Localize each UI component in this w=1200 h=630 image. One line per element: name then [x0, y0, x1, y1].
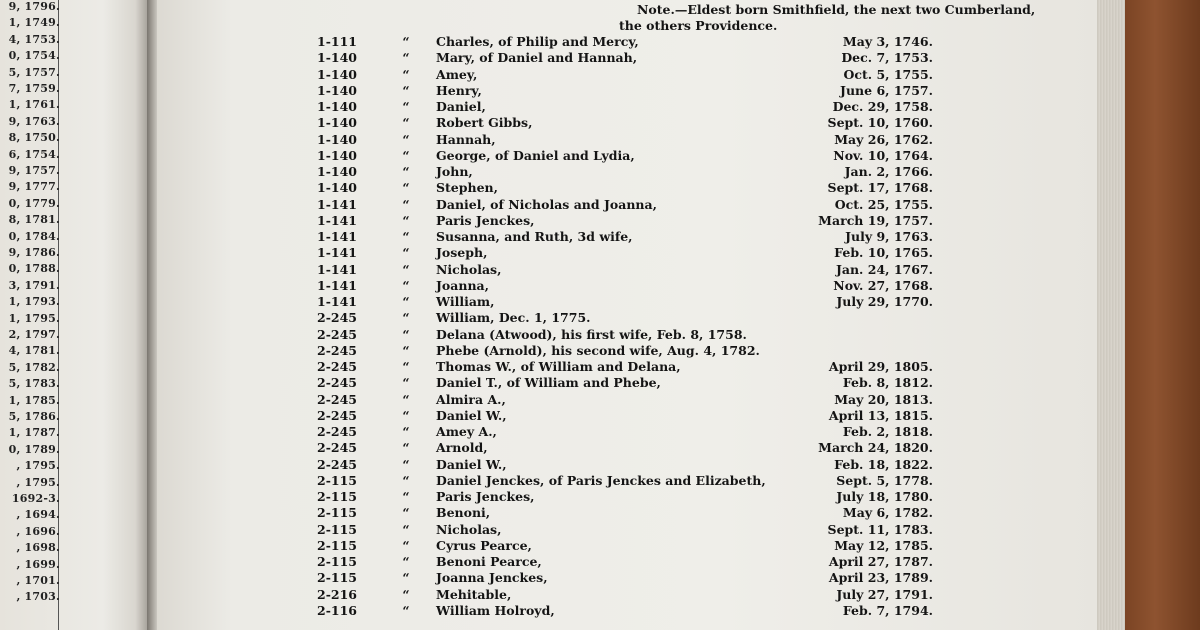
person-name: Charles, of Philip and Mercy, [436, 34, 639, 49]
person-name: William, Dec. 1, 1775. [436, 310, 591, 326]
person-name: William Holroyd, [436, 602, 555, 618]
left-page-fragment: 9, 1763. [8, 114, 60, 128]
table-row [157, 50, 1097, 66]
left-page-fragment: , 1698. [16, 541, 60, 555]
person-name: Henry, [436, 82, 482, 98]
ditto-mark: “ [402, 440, 410, 456]
birth-date: Oct. 5, 1755. [843, 66, 933, 82]
birth-date: April 27, 1787. [828, 554, 933, 569]
table-row [157, 392, 1097, 408]
left-page-fragment: , 1696. [16, 524, 60, 538]
birth-date: Feb. 7, 1794. [842, 602, 933, 618]
left-page-fragment: 5, 1786. [8, 410, 60, 423]
left-page-fragment: 8, 1781. [8, 213, 60, 227]
page-edges [1097, 0, 1125, 630]
record-ref: 1-140 [317, 82, 357, 98]
birth-date: Jan. 24, 1767. [835, 261, 933, 277]
ditto-mark: “ [402, 570, 410, 586]
birth-date: Oct. 25, 1755. [834, 196, 933, 212]
birth-date: April 23, 1789. [828, 570, 933, 586]
record-ref: 1-141 [317, 196, 357, 212]
record-ref: 2-216 [317, 586, 357, 602]
person-name: Robert Gibbs, [436, 115, 533, 131]
table-row [157, 408, 1097, 424]
ditto-mark: “ [402, 294, 410, 309]
table-row [157, 489, 1097, 505]
right-page [157, 0, 1097, 630]
table-row [157, 197, 1097, 213]
birth-date: May 26, 1762. [834, 131, 933, 147]
person-name: George, of Daniel and Lydia, [436, 147, 635, 163]
person-name: Amey, [436, 66, 478, 82]
birth-date: Feb. 8, 1812. [842, 375, 933, 391]
person-name: Joanna, [436, 277, 489, 293]
record-ref: 1-141 [317, 277, 357, 293]
ditto-mark: “ [402, 537, 410, 553]
record-ref: 1-140 [317, 180, 357, 196]
person-name: William, [436, 294, 495, 309]
record-ref: 1-141 [317, 229, 357, 244]
table-row [157, 132, 1097, 148]
left-page-fragment: 9, 1786. [8, 246, 60, 259]
left-page-fragment: 5, 1783. [8, 377, 60, 391]
person-name: Arnold, [436, 440, 488, 456]
table-row [157, 278, 1097, 294]
left-page-fragment: 1, 1787. [8, 426, 60, 440]
person-name: Daniel W., [436, 407, 507, 423]
table-row [157, 440, 1097, 456]
person-name: Joanna Jenckes, [436, 570, 548, 586]
birth-date: July 18, 1780. [836, 489, 933, 504]
book-cover [1125, 0, 1200, 630]
table-row [157, 359, 1097, 375]
birth-date: Nov. 10, 1764. [833, 147, 933, 163]
person-name: Daniel T., of William and Phebe, [436, 375, 661, 391]
table-row [157, 180, 1097, 196]
table-row [157, 229, 1097, 245]
left-page [0, 0, 147, 630]
left-page-fragment: 2, 1797. [8, 328, 60, 341]
left-page-fragment: 9, 1777. [8, 180, 60, 194]
person-name: Paris Jenckes, [436, 212, 535, 228]
ditto-mark: “ [402, 326, 410, 342]
person-name: Benoni Pearce, [436, 554, 542, 569]
record-ref: 2-245 [317, 342, 357, 358]
table-row [157, 457, 1097, 473]
ditto-mark: “ [402, 424, 410, 439]
person-name: Paris Jenckes, [436, 489, 535, 504]
person-name: Cyrus Pearce, [436, 537, 532, 553]
ditto-mark: “ [402, 34, 410, 49]
ditto-mark: “ [402, 521, 410, 537]
birth-date: Jan. 2, 1766. [844, 164, 933, 179]
ditto-mark: “ [402, 66, 410, 82]
record-ref: 1-141 [317, 245, 357, 261]
ditto-mark: “ [402, 554, 410, 569]
left-page-fragment: , 1701. [16, 574, 60, 587]
ditto-mark: “ [402, 180, 410, 196]
ditto-mark: “ [402, 131, 410, 147]
note-line-2: the others Providence. [619, 18, 778, 33]
person-name: Daniel, of Nicholas and Joanna, [436, 196, 657, 212]
ditto-mark: “ [402, 229, 410, 244]
person-name: John, [436, 164, 473, 179]
person-name: Nicholas, [436, 261, 502, 277]
record-ref: 1-140 [317, 115, 357, 131]
birth-date: May 20, 1813. [834, 391, 933, 407]
record-ref: 2-245 [317, 407, 357, 423]
record-ref: 1-140 [317, 131, 357, 147]
record-ref: 1-141 [317, 212, 357, 228]
record-ref: 2-245 [317, 375, 357, 391]
ditto-mark: “ [402, 342, 410, 358]
ditto-mark: “ [402, 456, 410, 472]
left-page-fragment: 9, 1796. [8, 0, 60, 13]
table-row [157, 424, 1097, 440]
record-ref: 1-140 [317, 147, 357, 163]
ditto-mark: “ [402, 489, 410, 504]
record-ref: 2-245 [317, 391, 357, 407]
birth-date: Sept. 11, 1783. [827, 521, 933, 537]
left-page-fragment: 1, 1795. [8, 311, 60, 325]
person-name: Hannah, [436, 131, 496, 147]
ditto-mark: “ [402, 505, 410, 521]
ditto-mark: “ [402, 391, 410, 407]
person-name: Joseph, [436, 245, 488, 261]
record-ref: 2-245 [317, 424, 357, 439]
record-ref: 1-140 [317, 66, 357, 82]
table-row [157, 603, 1097, 619]
ditto-mark: “ [402, 164, 410, 179]
record-ref: 2-115 [317, 570, 357, 586]
table-row [157, 538, 1097, 554]
ditto-mark: “ [402, 196, 410, 212]
birth-date: Dec. 7, 1753. [841, 50, 933, 66]
person-name: Benoni, [436, 505, 491, 521]
person-name: Nicholas, [436, 521, 502, 537]
table-row [157, 554, 1097, 570]
left-page-fragment: 1, 1793. [8, 295, 60, 309]
birth-date: June 6, 1757. [840, 82, 933, 98]
birth-date: May 6, 1782. [842, 505, 933, 521]
birth-date: Feb. 2, 1818. [842, 424, 933, 439]
left-page-fragment: 1, 1785. [8, 393, 60, 407]
left-page-fragment: 0, 1754. [8, 49, 60, 63]
ditto-mark: “ [402, 50, 410, 66]
record-ref: 2-115 [317, 554, 357, 569]
left-page-fragment: 0, 1779. [8, 196, 60, 210]
birth-date: March 24, 1820. [818, 440, 933, 456]
birth-date: May 12, 1785. [834, 537, 933, 553]
birth-date: May 3, 1746. [842, 34, 933, 49]
ditto-mark: “ [402, 147, 410, 163]
ditto-mark: “ [402, 602, 410, 618]
table-row [157, 67, 1097, 83]
left-page-fragment: 6, 1754. [8, 147, 60, 161]
person-name: Almira A., [436, 391, 506, 407]
person-name: Susanna, and Ruth, 3d wife, [436, 229, 633, 244]
left-page-fragment: 5, 1782. [8, 360, 60, 374]
birth-date: July 27, 1791. [836, 586, 933, 602]
person-name: Phebe (Arnold), his second wife, Aug. 4, 1782. [436, 342, 760, 358]
record-ref: 1-140 [317, 164, 357, 179]
birth-date: Sept. 17, 1768. [827, 180, 933, 196]
birth-date: July 9, 1763. [845, 229, 933, 244]
table-row [157, 473, 1097, 489]
left-page-fragment: 7, 1759. [8, 82, 60, 95]
ditto-mark: “ [402, 375, 410, 391]
left-page-fragment: , 1694. [16, 508, 60, 522]
table-row [157, 99, 1097, 115]
record-ref: 1-140 [317, 50, 357, 66]
left-page-fragment: 9, 1757. [8, 164, 60, 177]
person-name: Daniel, [436, 99, 486, 114]
ditto-mark: “ [402, 586, 410, 602]
left-page-fragment: , 1699. [16, 557, 60, 571]
table-row [157, 310, 1097, 326]
ditto-mark: “ [402, 472, 410, 488]
ditto-mark: “ [402, 115, 410, 131]
birth-date: Dec. 29, 1758. [832, 99, 933, 114]
birth-date: March 19, 1757. [818, 212, 933, 228]
left-page-fragment: 1, 1749. [8, 16, 60, 30]
left-page-fragment: 5, 1757. [8, 65, 60, 79]
table-row [157, 262, 1097, 278]
table-row [157, 522, 1097, 538]
left-page-fragment: 8, 1750. [8, 131, 60, 145]
birth-date: Feb. 18, 1822. [834, 456, 933, 472]
left-page-fragment: 0, 1789. [8, 442, 60, 456]
note-line-1: Note.—Eldest born Smithfield, the next two Cumberland, [637, 2, 1036, 17]
left-page-fragment: 1692-3. [11, 492, 60, 505]
birth-date: Nov. 27, 1768. [833, 277, 933, 293]
left-page-fragment: 3, 1791. [8, 278, 60, 292]
ditto-mark: “ [402, 359, 410, 374]
record-ref: 2-115 [317, 472, 357, 488]
ditto-mark: “ [402, 82, 410, 98]
table-row [157, 34, 1097, 50]
ditto-mark: “ [402, 310, 410, 326]
person-name: Stephen, [436, 180, 498, 196]
record-ref: 2-245 [317, 456, 357, 472]
record-ref: 2-115 [317, 521, 357, 537]
ditto-mark: “ [402, 407, 410, 423]
left-page-fragment: , 1795. [16, 459, 60, 473]
record-ref: 2-245 [317, 440, 357, 456]
record-ref: 2-245 [317, 310, 357, 326]
ditto-mark: “ [402, 277, 410, 293]
person-name: Mary, of Daniel and Hannah, [436, 50, 638, 66]
table-row [157, 505, 1097, 521]
record-ref: 1-111 [317, 34, 357, 49]
table-row [157, 375, 1097, 391]
person-name: Thomas W., of William and Delana, [436, 359, 681, 374]
record-ref: 2-245 [317, 326, 357, 342]
table-row [157, 164, 1097, 180]
table-row [157, 327, 1097, 343]
ditto-mark: “ [402, 212, 410, 228]
person-name: Delana (Atwood), his first wife, Feb. 8, 1758. [436, 326, 747, 342]
table-row [157, 570, 1097, 586]
record-ref: 2-116 [317, 602, 357, 618]
left-page-fragment: 4, 1753. [8, 32, 60, 46]
table-row [157, 245, 1097, 261]
table-row [157, 83, 1097, 99]
person-name: Mehitable, [436, 586, 512, 602]
left-page-fragment: 4, 1781. [8, 344, 60, 358]
table-row [157, 148, 1097, 164]
birth-date: April 29, 1805. [828, 359, 933, 374]
person-name: Daniel Jenckes, of Paris Jenckes and Elizabeth, [436, 472, 766, 488]
person-name: Amey A., [436, 424, 497, 439]
record-ref: 2-245 [317, 359, 357, 374]
record-ref: 2-115 [317, 505, 357, 521]
left-page-fragment: 0, 1788. [8, 262, 60, 276]
record-ref: 2-115 [317, 489, 357, 504]
birth-date: July 29, 1770. [836, 294, 933, 309]
ditto-mark: “ [402, 245, 410, 261]
ditto-mark: “ [402, 99, 410, 114]
record-ref: 1-141 [317, 294, 357, 309]
record-ref: 2-115 [317, 537, 357, 553]
book-gutter [147, 0, 157, 630]
left-page-fragment: , 1703. [16, 590, 60, 604]
ditto-mark: “ [402, 261, 410, 277]
birth-date: Feb. 10, 1765. [834, 245, 933, 261]
left-page-fragment: , 1795. [16, 475, 60, 489]
record-ref: 1-141 [317, 261, 357, 277]
left-page-fragment: 1, 1761. [8, 98, 60, 112]
table-row [157, 213, 1097, 229]
birth-date: April 13, 1815. [828, 407, 933, 423]
table-row [157, 343, 1097, 359]
birth-date: Sept. 10, 1760. [827, 115, 933, 131]
record-ref: 1-140 [317, 99, 357, 114]
table-row [157, 587, 1097, 603]
table-row [157, 115, 1097, 131]
person-name: Daniel W., [436, 456, 507, 472]
birth-date: Sept. 5, 1778. [836, 472, 933, 488]
left-page-fragment: 0, 1784. [8, 229, 60, 243]
table-row [157, 294, 1097, 310]
